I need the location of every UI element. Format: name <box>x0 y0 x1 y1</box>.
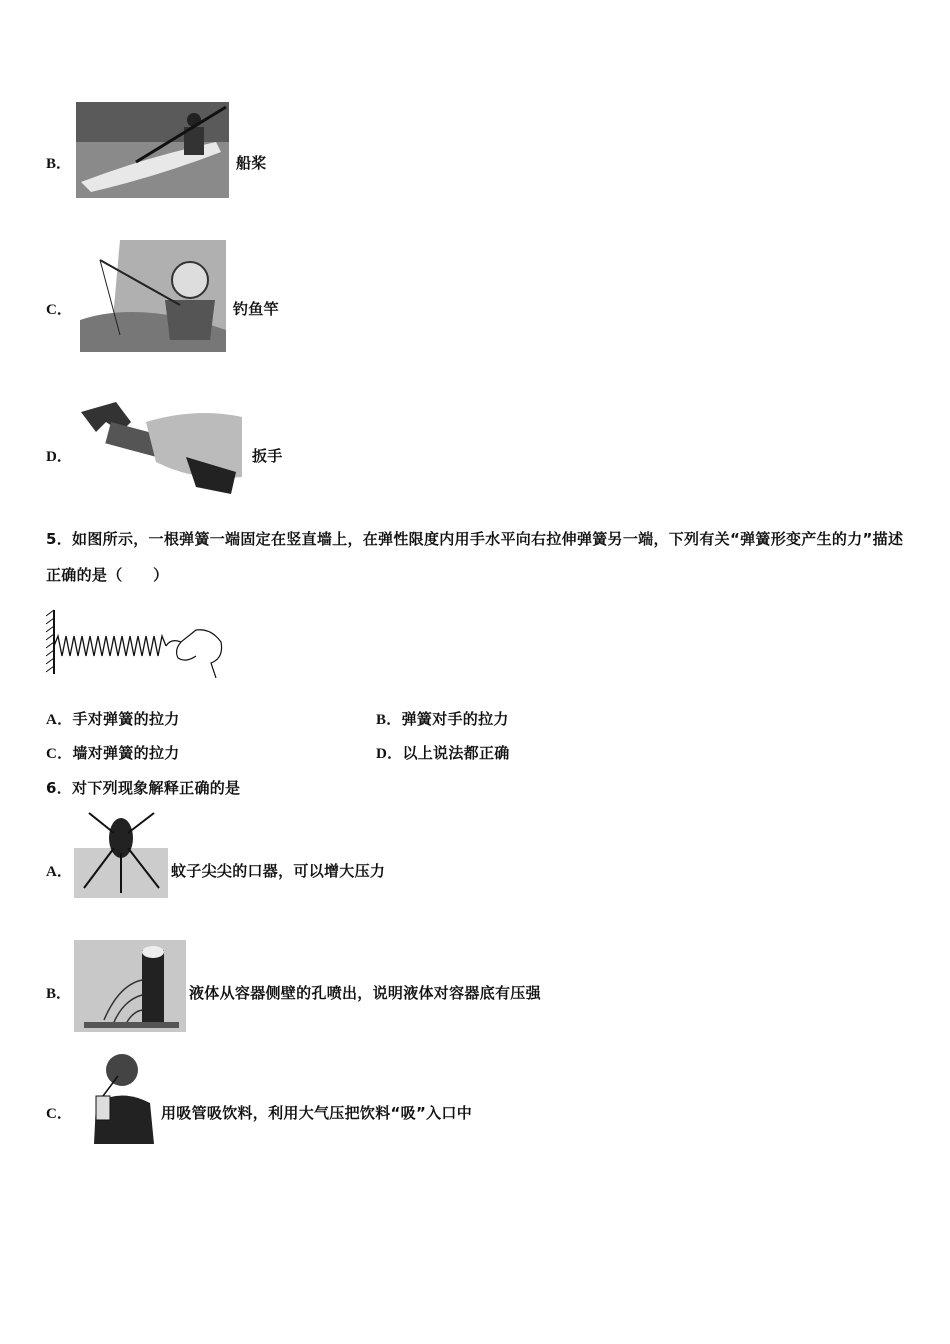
q5-option-d[interactable] <box>376 742 510 763</box>
option-label-d: D． <box>46 449 72 465</box>
q5-option-a[interactable] <box>46 708 180 729</box>
q5-option-b-label: B． <box>376 712 402 728</box>
q5-option-c-label: C． <box>46 746 73 762</box>
question-5-text <box>46 521 906 593</box>
q5-option-b-text: 弹簧对手的拉力 <box>401 710 509 728</box>
spring-wall-hand-diagram <box>46 608 226 684</box>
q5-option-a-text: 手对弹簧的拉力 <box>72 710 180 728</box>
question-6-stem: 对下列现象解释正确的是 <box>72 779 241 797</box>
question-6-number: 6． <box>46 779 73 797</box>
kayak-paddle-photo <box>76 102 229 198</box>
option-text-d: 扳手 <box>252 447 283 465</box>
q5-option-d-text: 以上说法都正确 <box>402 744 510 762</box>
q5-option-c[interactable] <box>46 742 180 763</box>
q5-option-c-text: 墙对弹簧的拉力 <box>72 744 180 762</box>
mosquito-image <box>74 808 168 898</box>
question-5-stem: 如图所示，一根弹簧一端固定在竖直墙上，在弹性限度内用手水平向右拉伸弹簧另一端，下列有关“弹簧形变产生的力”描述正确的是（ ） <box>46 530 904 584</box>
fishing-rod-cartoon <box>80 240 226 352</box>
q6-option-b-text: 液体从容器侧壁的孔喷出，说明液体对容器底有压强 <box>189 984 541 1002</box>
q6-option-a-text: 蚊子尖尖的口器，可以增大压力 <box>171 862 386 880</box>
q5-option-b[interactable] <box>376 708 509 729</box>
q6-option-b-label: B． <box>46 986 72 1002</box>
q6-option-a-label: A． <box>46 864 72 880</box>
option-text-b: 船桨 <box>236 154 267 172</box>
question-6-text <box>46 777 240 798</box>
option-label-c: C． <box>46 302 72 318</box>
liquid-container-image <box>74 940 186 1032</box>
q6-option-c-label: C． <box>46 1106 72 1122</box>
option-label-b: B． <box>46 156 72 172</box>
q5-option-d-label: D． <box>376 746 403 762</box>
q5-option-a-label: A． <box>46 712 73 728</box>
question-5-number: 5． <box>46 530 73 548</box>
boy-drinking-straw-image <box>84 1048 156 1144</box>
wrench-hand-photo <box>76 402 242 494</box>
q6-option-c-text: 用吸管吸饮料，利用大气压把饮料“吸”入口中 <box>161 1104 473 1122</box>
option-text-c: 钓鱼竿 <box>233 300 279 318</box>
